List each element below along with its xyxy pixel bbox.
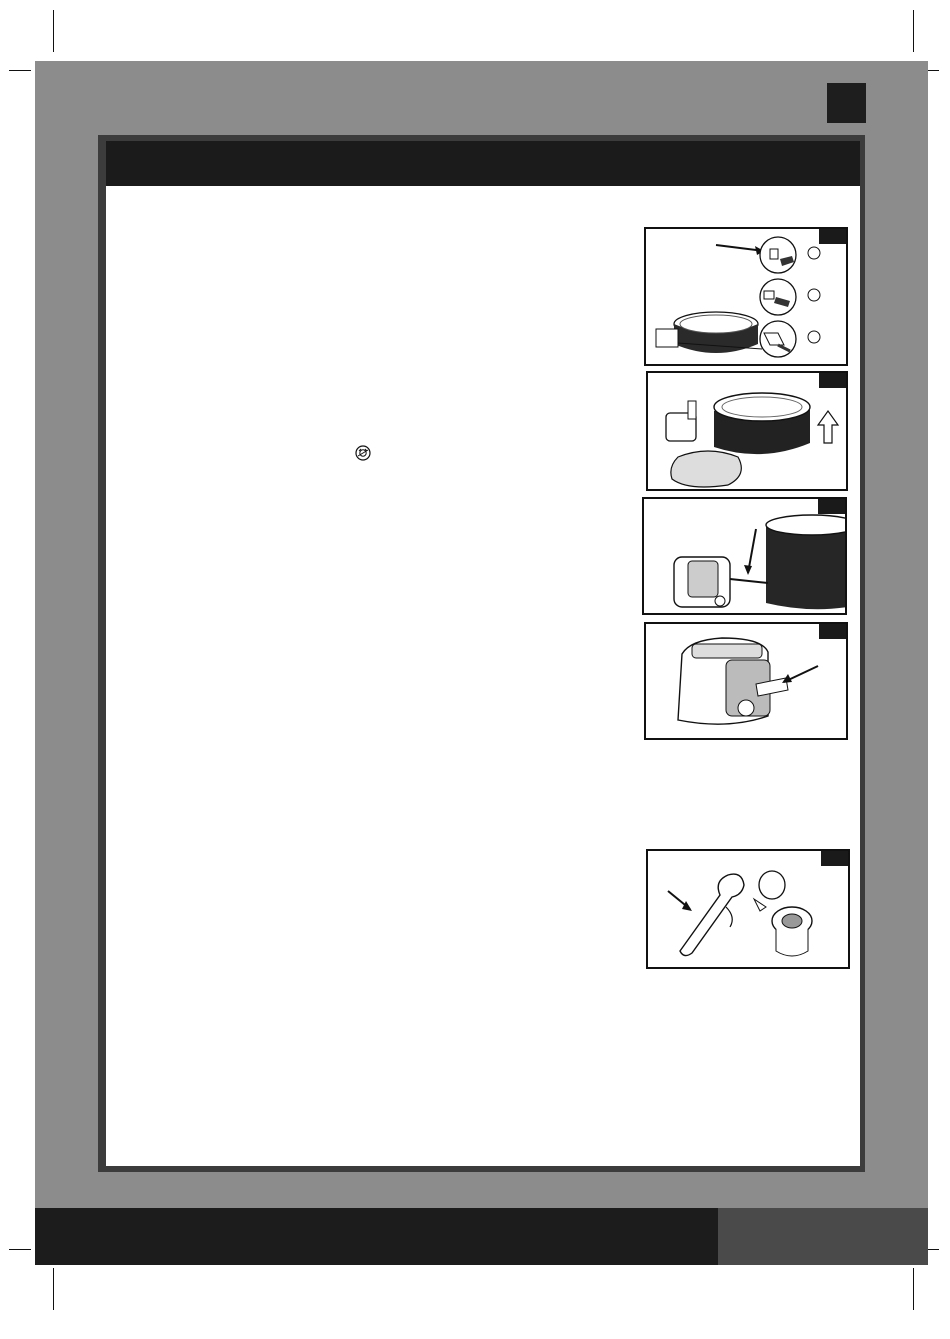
pump-tub-connection-illustration — [644, 499, 847, 615]
crop-mark-top-right — [913, 10, 914, 52]
connector-steps-illustration — [646, 229, 848, 366]
section-title-bar — [106, 141, 860, 186]
figure-place-spa — [646, 371, 848, 491]
crop-mark-bottom-right — [913, 1268, 914, 1310]
page-number-tab — [827, 83, 866, 123]
crop-mark-left-bottom — [9, 1249, 31, 1250]
footer-bar — [35, 1208, 718, 1265]
crop-mark-top-left — [53, 10, 54, 52]
footer-tab — [718, 1208, 928, 1265]
no-detergent-icon — [355, 445, 371, 461]
crop-mark-bottom-left — [53, 1268, 54, 1310]
figure-connect-pump — [642, 497, 847, 615]
figure-drain-tool — [646, 849, 850, 969]
spa-placement-illustration — [648, 373, 848, 491]
wrench-drain-illustration — [648, 851, 850, 969]
figure-connect-hose — [644, 227, 848, 366]
pump-closeup-illustration — [646, 624, 848, 740]
crop-mark-left-top — [9, 70, 31, 71]
figure-pump-detail — [644, 622, 848, 740]
